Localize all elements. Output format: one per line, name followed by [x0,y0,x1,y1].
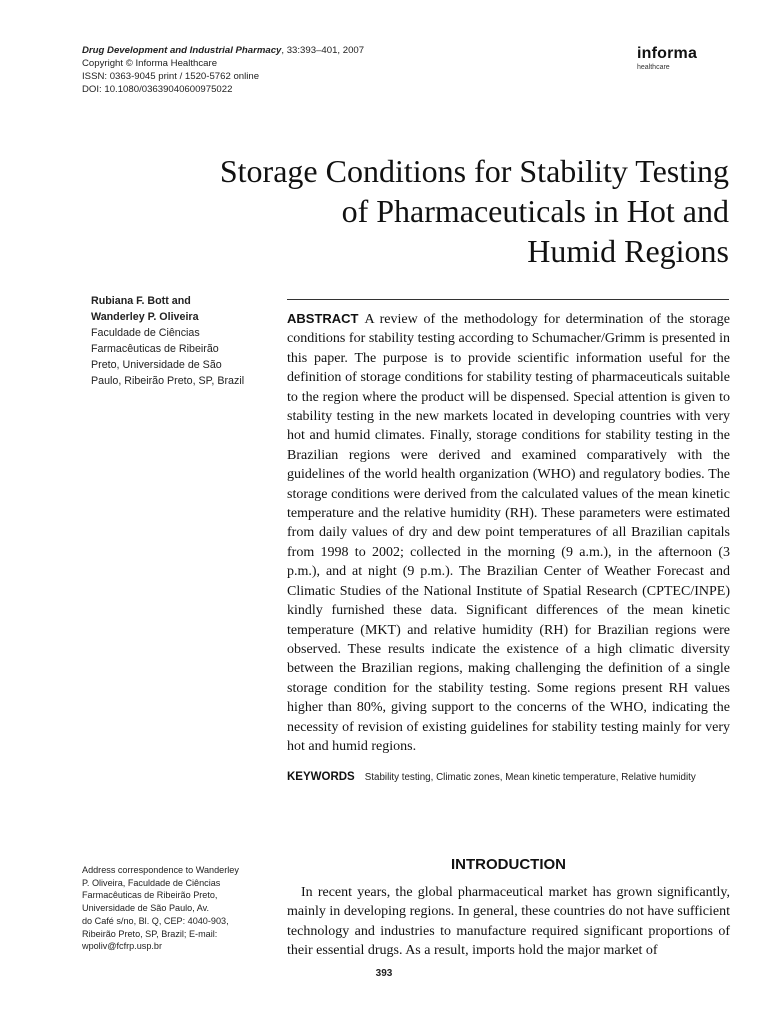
publisher-logo [637,45,729,72]
logo-brand: informa [637,45,698,62]
keywords-label: KEYWORDS [287,771,355,783]
issn-line: ISSN: 0363-9045 print / 1520-5762 online [82,71,260,82]
affiliation-line-4: Paulo, Ribeirão Preto, SP, Brazil [91,375,245,387]
page-number: 393 [375,968,393,979]
keywords-text: Stability testing, Climatic zones, Mean kinetic temperature, Relative humidity [364,772,696,783]
title-line-2: of Pharmaceuticals in Hot and [341,193,729,229]
copyright-line: Copyright © Informa Healthcare [82,58,218,69]
affiliation-line-2: Farmacêuticas de Ribeirão [91,343,219,355]
abstract-label: ABSTRACT [287,311,359,326]
author-names-2: Wanderley P. Oliveira [91,311,199,323]
correspondence-line-2: P. Oliveira, Faculdade de Ciências [82,877,221,888]
correspondence-line-5: do Café s/no, Bl. Q, CEP: 4040-903, [82,915,229,926]
affiliation-line-3: Preto, Universidade de São [91,359,222,371]
correspondence-email: wpoliv@fcfrp.usp.br [82,941,162,952]
abstract [287,309,730,756]
paper-title [89,151,729,271]
title-line-1: Storage Conditions for Stability Testing [219,153,729,189]
correspondence-note [82,864,272,953]
journal-citation [82,44,364,57]
affiliation-line-1: Faculdade de Ciências [91,327,200,339]
author-block [91,293,271,389]
correspondence-line-4: Universidade de São Paulo, Av. [82,903,210,914]
journal-volume: , 33:393–401, 2007 [281,45,365,56]
keywords [287,770,730,785]
journal-info [82,44,364,96]
introduction-text: In recent years, the global pharmaceutical market has grown significantly, mainly in developing regions. In general, these countries do not have sufficient technology and industries to manufacture required significant proportions of their essential drugs. As a result, imports hold the major market of [287,885,730,959]
correspondence-line-3: Farmacêuticas de Ribeirão Preto, [82,890,218,901]
correspondence-line-6: Ribeirão Preto, SP, Brazil; E-mail: [82,928,218,939]
correspondence-line-1: Address correspondence to Wanderley [82,865,239,875]
journal-name: Drug Development and Industrial Pharmacy [82,45,282,56]
title-line-3: Humid Regions [527,233,729,269]
author-names-1: Rubiana F. Bott and [91,295,191,307]
introduction-heading: INTRODUCTION [451,856,566,873]
logo-subtitle: healthcare [637,64,670,71]
abstract-rule [287,299,729,300]
doi-line: DOI: 10.1080/03639040600975022 [82,84,233,95]
abstract-text: A review of the methodology for determination of the storage conditions for stability testing according to Schumacher/Grimm is presented in this paper. The purpose is to provide scientific information useful for the definition of storage conditions for stability testing of pharmaceuticals suitable to the region where the product will be dispensed. Special attention is given to stability testing in the new markets located in developing countries with very hot and humid climates. Finally, storage conditions for stability testing in the Brazilian regions were derived and examined comparatively with the guidelines of the world health organization (WHO) and regulatory bodies. The storage conditions were derived from the calculated values of the mean kinetic temperature and the relative humidity (RH). These parameters were estimated from daily values of dry and dew point temperatures of all Brazilian capitals from 1998 to 2002; collected in the morning (9 a.m.), in the afternoon (3 p.m.), and at night (9 p.m.). The Brazilian Center of Weather Forecast and Climatic Studies of the National Institute of Spatial Research (CPTEC/INPE) kindly furnished these data. Significant differences of the mean kinetic temperature (MKT) and relative humidity (RH) for Brazilian regions were observed. These results indicate the existence of a high climatic diversity between the Brazilian regions, making challenging the definition of a single storage condition for the stability testing. Some regions present RH values higher than 80%, giving support to the concerns of the WHO, indicating the necessity of revision of existing guidelines for stability testing mainly for very hot and humid regions. [287,312,730,754]
